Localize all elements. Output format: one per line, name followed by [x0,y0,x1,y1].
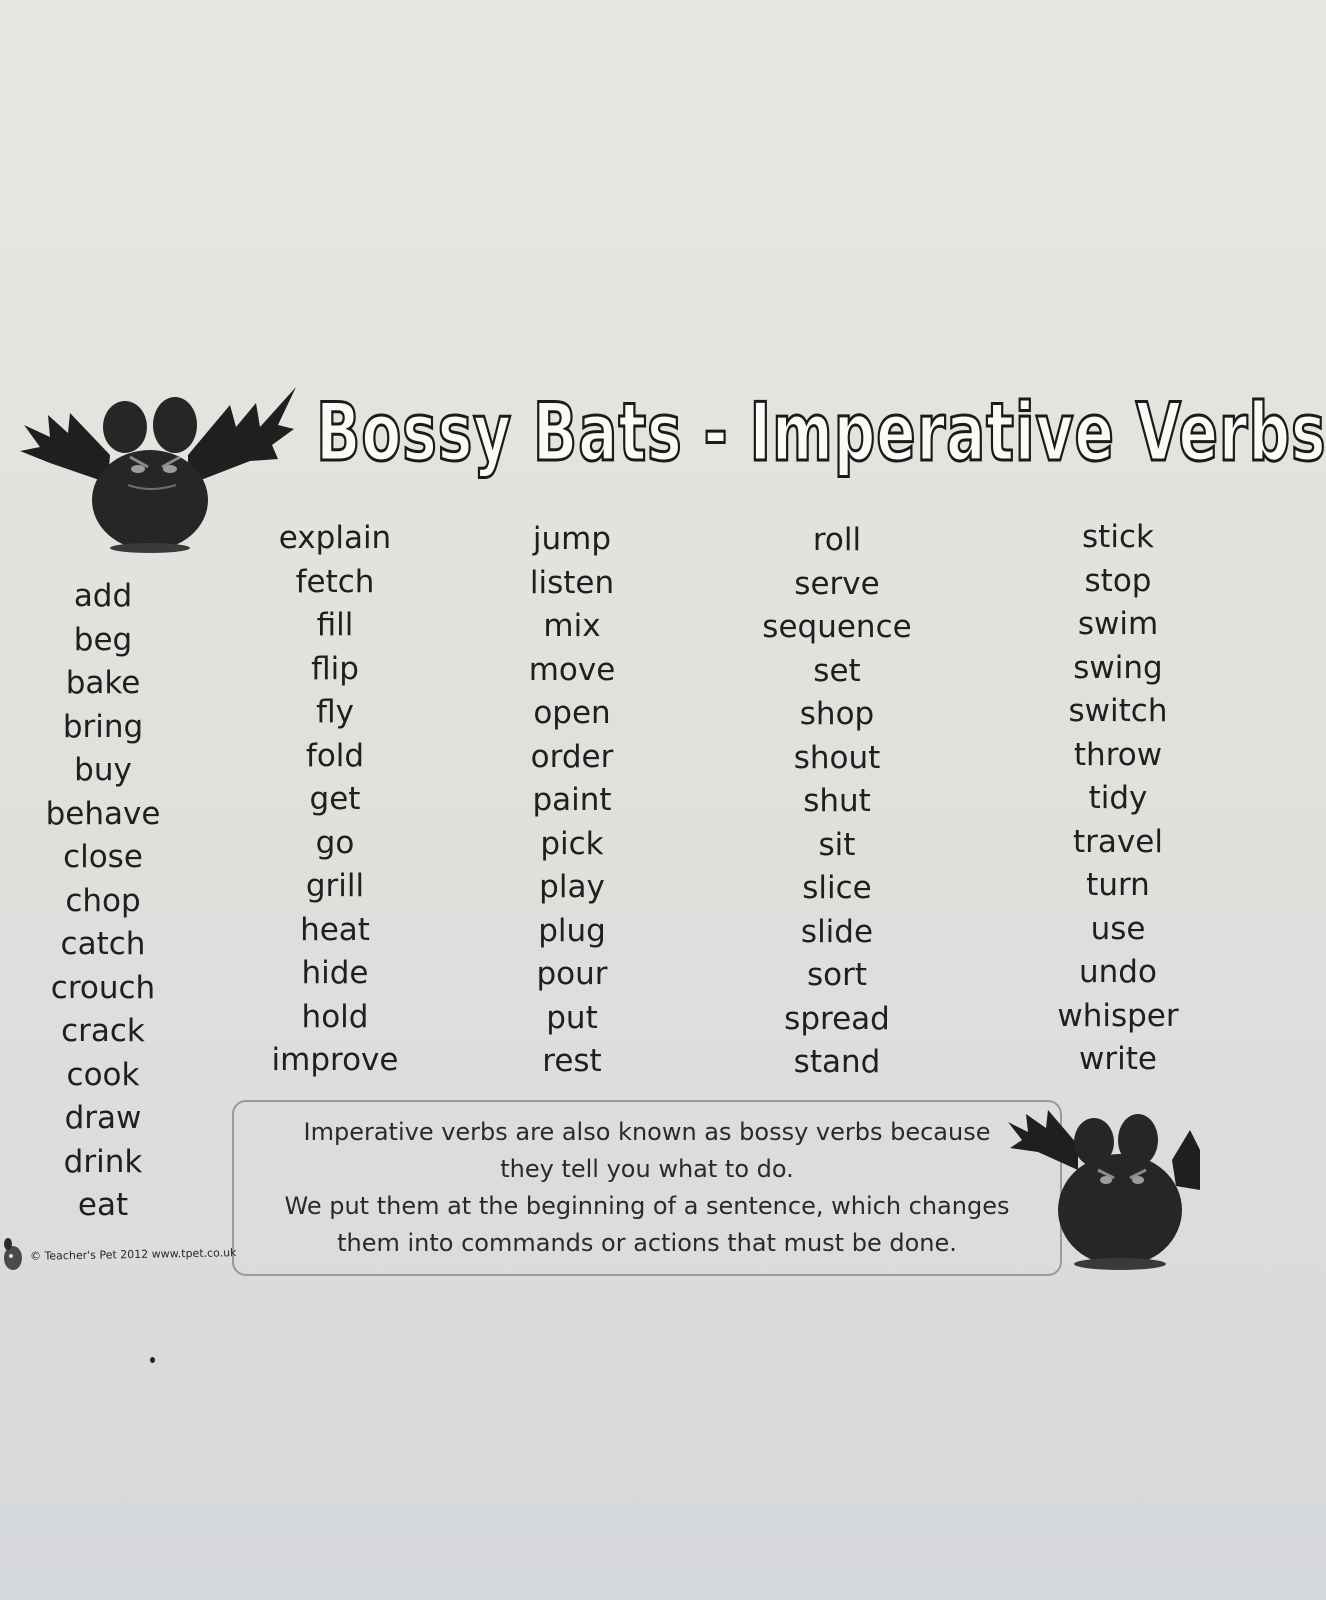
definition-line: Imperative verbs are also known as bossy verbs because [303,1118,991,1146]
verb-item: cook [66,1056,140,1093]
page-title: Bossy Bats - Imperative Verbs [316,386,1326,479]
verb-item: switch [1068,693,1168,729]
verb-item: catch [60,926,146,962]
verb-item: travel [1073,823,1163,860]
verb-item: paint [532,782,612,818]
verb-item: slice [802,870,872,906]
verb-item: plug [538,912,606,949]
verb-item: eat [77,1187,129,1223]
verb-column-2 [250,517,420,1083]
dog-icon [2,1236,24,1272]
verb-item: draw [64,1100,142,1136]
verb-item: swing [1073,649,1163,686]
verb-item: open [533,695,611,731]
footer [2,1236,237,1272]
verb-item: stand [793,1044,881,1080]
verb-item: add [73,578,133,614]
verb-item: throw [1073,736,1163,773]
verb-item: shut [803,783,871,819]
verb-item: slide [800,913,874,950]
definition-line: We put them at the beginning of a sentence, which changes [284,1192,1010,1220]
verb-item: mix [543,608,601,644]
verb-item: play [539,869,605,905]
verb-item: sort [806,957,868,993]
verb-item: serve [794,565,880,602]
verb-item: bake [65,665,141,701]
definition-line: them into commands or actions that must be done. [337,1229,957,1257]
verb-item: grill [305,868,365,904]
verb-item: crouch [50,969,156,1006]
verb-item: pick [540,825,604,862]
verb-item: close [63,839,143,875]
verb-item: undo [1079,954,1157,990]
verb-item: tidy [1088,780,1148,816]
verb-item: put [546,999,598,1036]
verb-item: crack [61,1013,145,1049]
verb-item: sit [818,826,856,863]
verb-item: fetch [295,563,375,600]
verb-item: order [530,738,614,775]
bat-icon [1008,1090,1200,1280]
verb-item: get [309,781,361,817]
verb-column-1 [18,575,188,1228]
verb-item: fly [316,694,354,730]
verb-item: listen [529,564,615,601]
verb-item: beg [73,621,133,658]
verb-item: roll [812,522,862,558]
verb-item: hold [301,998,369,1035]
verb-item: heat [300,911,370,948]
paper-speck [150,1357,155,1363]
verb-column-4 [752,519,922,1085]
verb-item: shout [793,739,881,776]
verb-item: behave [45,795,161,832]
copyright-text: © Teacher's Pet 2012 www.tpet.co.uk [29,1245,237,1263]
verb-item: turn [1086,867,1150,903]
verb-item: pour [536,956,608,992]
verb-item: whisper [1057,997,1179,1034]
verb-column-3 [487,518,657,1084]
verb-item: go [315,824,355,861]
verb-item: buy [74,752,132,788]
verb-item: rest [542,1043,602,1079]
verb-item: write [1079,1041,1157,1077]
verb-item: move [528,651,616,688]
verb-item: set [813,652,861,689]
verb-item: shop [799,696,875,732]
verb-item: stop [1084,562,1152,599]
verb-item: spread [784,1000,890,1037]
verb-item: sequence [762,609,912,645]
verb-item: chop [65,882,141,919]
verb-item: fill [316,607,354,643]
verb-column-5 [1033,516,1203,1082]
verb-item: swim [1077,606,1159,642]
verb-item: drink [63,1143,143,1180]
verb-item: hide [301,955,369,991]
definition-box [232,1100,1062,1276]
verb-item: explain [278,520,392,556]
definition-line: they tell you what to do. [500,1155,794,1183]
verb-item: use [1090,910,1146,947]
verb-item: flip [311,650,359,687]
verb-item: improve [271,1042,399,1078]
verb-item: fold [305,737,365,774]
verb-item: bring [62,708,144,745]
verb-item: stick [1082,519,1154,555]
verb-item: jump [532,521,612,557]
